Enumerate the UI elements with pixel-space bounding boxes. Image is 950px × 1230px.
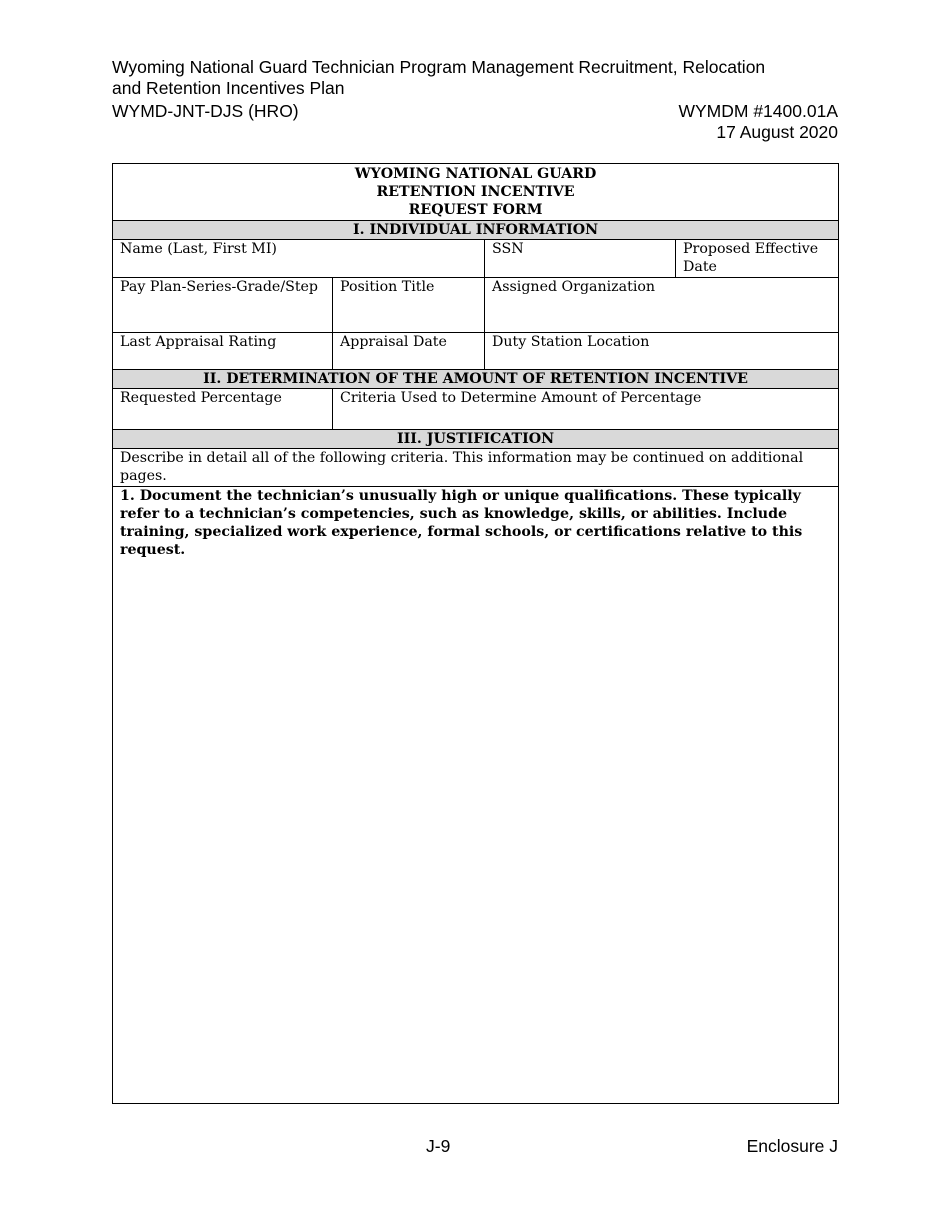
header-title-line1: Wyoming National Guard Technician Program Management Recruitment, Relocation [112,57,766,77]
appraisal-date-field[interactable] [333,333,485,370]
last-appraisal-rating-field[interactable] [113,333,333,370]
assigned-organization-field[interactable] [485,278,839,333]
requested-percentage-label: Requested Percentage [120,390,282,406]
proposed-effective-date-field[interactable] [676,240,839,278]
duty-station-location-label: Duty Station Location [492,334,650,350]
section-determination-heading: II. DETERMINATION OF THE AMOUNT OF RETENTION INCENTIVE [113,370,839,389]
justification-qualifications-field[interactable] [113,487,839,1104]
name-field[interactable] [113,240,485,278]
pay-plan-label: Pay Plan-Series-Grade/Step [120,279,319,295]
appraisal-date-label: Appraisal Date [340,334,447,350]
duty-station-location-field[interactable] [485,333,839,370]
assigned-organization-label: Assigned Organization [492,279,656,295]
requested-percentage-field[interactable] [113,389,333,430]
office-symbol: WYMD-JNT-DJS (HRO) [112,101,299,121]
proposed-effective-date-label: Proposed Effective Date [683,241,819,275]
pay-plan-field[interactable] [113,278,333,333]
form-title [113,164,839,221]
justification-instructions: Describe in detail all of the following criteria. This information may be continued on additional pages. [113,449,839,487]
form-title-line2: RETENTION INCENTIVE [376,184,575,200]
document-header-title [112,57,832,99]
section-justification-heading: III. JUSTIFICATION [113,430,839,449]
last-appraisal-rating-label: Last Appraisal Rating [120,334,277,350]
position-title-label: Position Title [340,279,435,295]
form-title-line3: REQUEST FORM [408,202,543,218]
criteria-label: Criteria Used to Determine Amount of Percentage [340,390,702,406]
position-title-field[interactable] [333,278,485,333]
ssn-label: SSN [492,241,524,257]
page-number: J-9 [426,1136,451,1156]
document-number: WYMDM #1400.01A [678,101,838,121]
header-title-line2: and Retention Incentives Plan [112,78,345,98]
retention-incentive-request-form [112,163,839,1104]
ssn-field[interactable] [485,240,676,278]
document-date: 17 August 2020 [716,122,838,142]
criteria-field[interactable] [333,389,839,430]
document-reference [678,101,838,143]
form-title-line1: WYOMING NATIONAL GUARD [354,166,597,182]
name-label: Name (Last, First MI) [120,241,277,257]
enclosure-label: Enclosure J [746,1136,838,1156]
section-individual-information-heading: I. INDIVIDUAL INFORMATION [113,221,839,240]
justification-item1-text: 1. Document the technician’s unusually high or unique qualifications. These typically refer to a technician’s competencies, such as knowledge, skills, or abilities. Include training, specialized work experience, formal schools, or certifications relative to this request. [120,488,803,558]
